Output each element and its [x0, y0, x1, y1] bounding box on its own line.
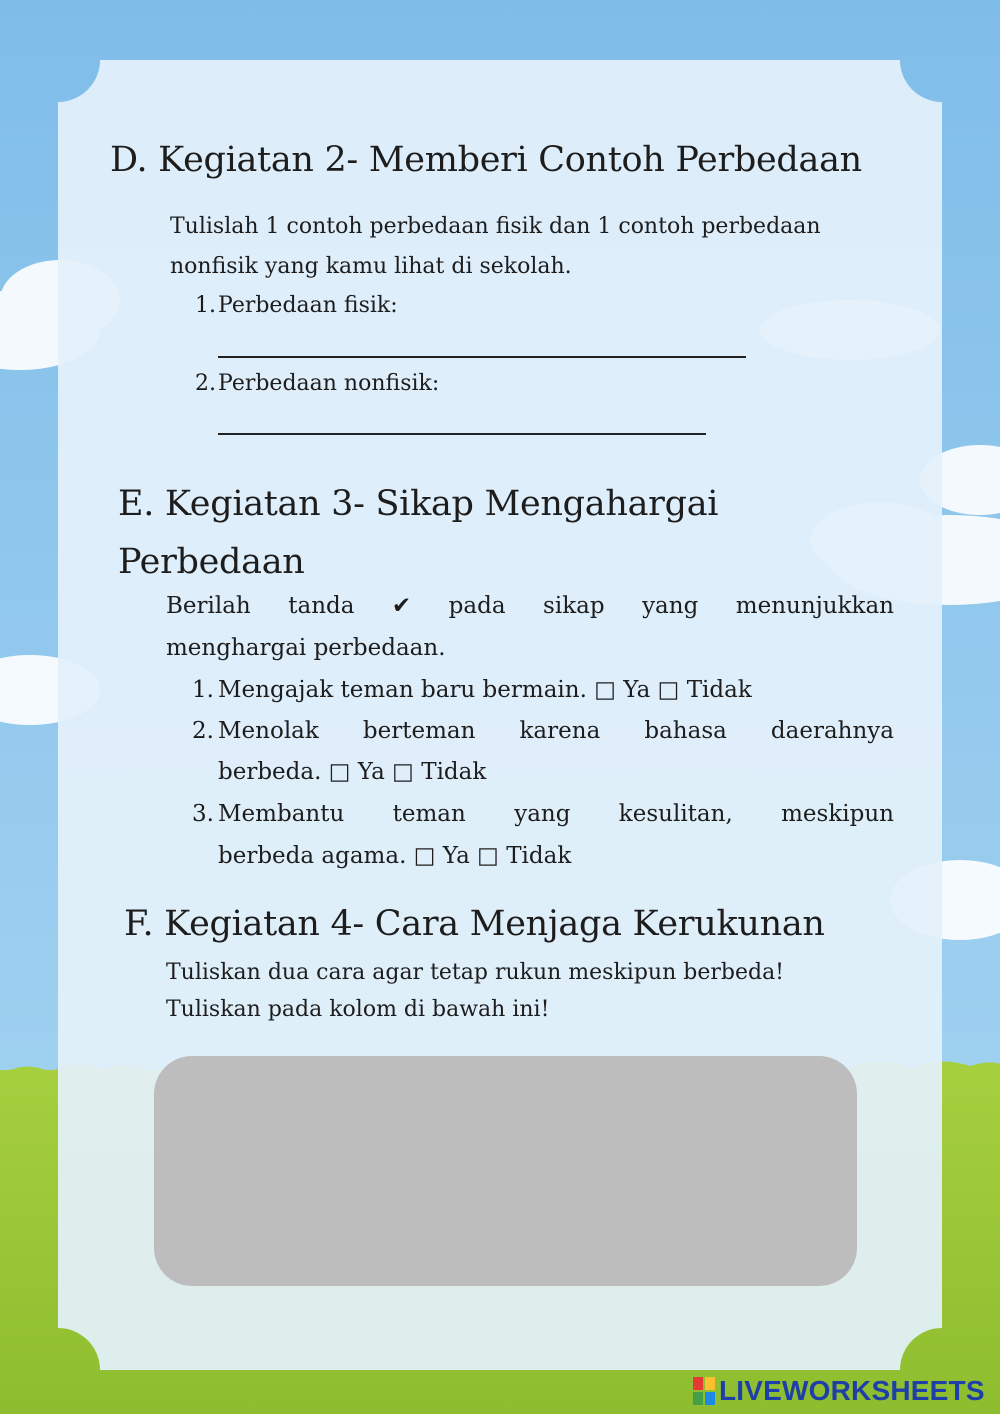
section-d-instruction-line2: nonfisik yang kamu lihat di sekolah.: [170, 254, 572, 279]
section-e-instruction-line2: menghargai perbedaan.: [166, 635, 446, 661]
list-item: Menolak berteman karena bahasa daerahnya: [218, 718, 894, 744]
section-e-title-line1: E. Kegiatan 3- Sikap Mengahargai: [118, 484, 719, 524]
section-e-title-line2: Perbedaan: [118, 542, 305, 582]
section-f-instruction-line1: Tuliskan dua cara agar tetap rukun meskipun berbeda!: [166, 960, 785, 985]
section-e-instruction-line1: Berilah tanda ✔ pada sikap yang menunjukkan: [166, 593, 894, 619]
answer-line-nonfisik[interactable]: [218, 433, 706, 435]
section-f-title: F. Kegiatan 4- Cara Menjaga Kerukunan: [124, 904, 825, 944]
list-number: 2.: [192, 718, 214, 744]
list-item-continuation: berbeda. □ Ya □ Tidak: [218, 759, 487, 785]
liveworksheets-logo-icon: [693, 1377, 715, 1405]
list-item: Mengajak teman baru bermain. □ Ya □ Tidak: [218, 677, 752, 703]
list-number: 3.: [192, 801, 214, 827]
section-d-instruction-line1: Tulislah 1 contoh perbedaan fisik dan 1 contoh perbedaan: [170, 214, 821, 239]
answer-textbox[interactable]: [154, 1056, 857, 1286]
list-item-label: Perbedaan fisik:: [218, 293, 398, 318]
list-number: 1.: [195, 293, 216, 318]
liveworksheets-logo[interactable]: [693, 1374, 985, 1408]
answer-line-fisik[interactable]: [218, 356, 746, 358]
list-number: 1.: [192, 677, 214, 703]
liveworksheets-logo-text: LIVEWORKSHEETS: [719, 1375, 985, 1406]
list-item: Membantu teman yang kesulitan, meskipun: [218, 801, 894, 827]
section-d-title: D. Kegiatan 2- Memberi Contoh Perbedaan: [110, 140, 862, 180]
section-f-instruction-line2: Tuliskan pada kolom di bawah ini!: [166, 997, 550, 1022]
list-number: 2.: [195, 371, 216, 396]
list-item-continuation: berbeda agama. □ Ya □ Tidak: [218, 843, 572, 869]
list-item-label: Perbedaan nonfisik:: [218, 371, 440, 396]
